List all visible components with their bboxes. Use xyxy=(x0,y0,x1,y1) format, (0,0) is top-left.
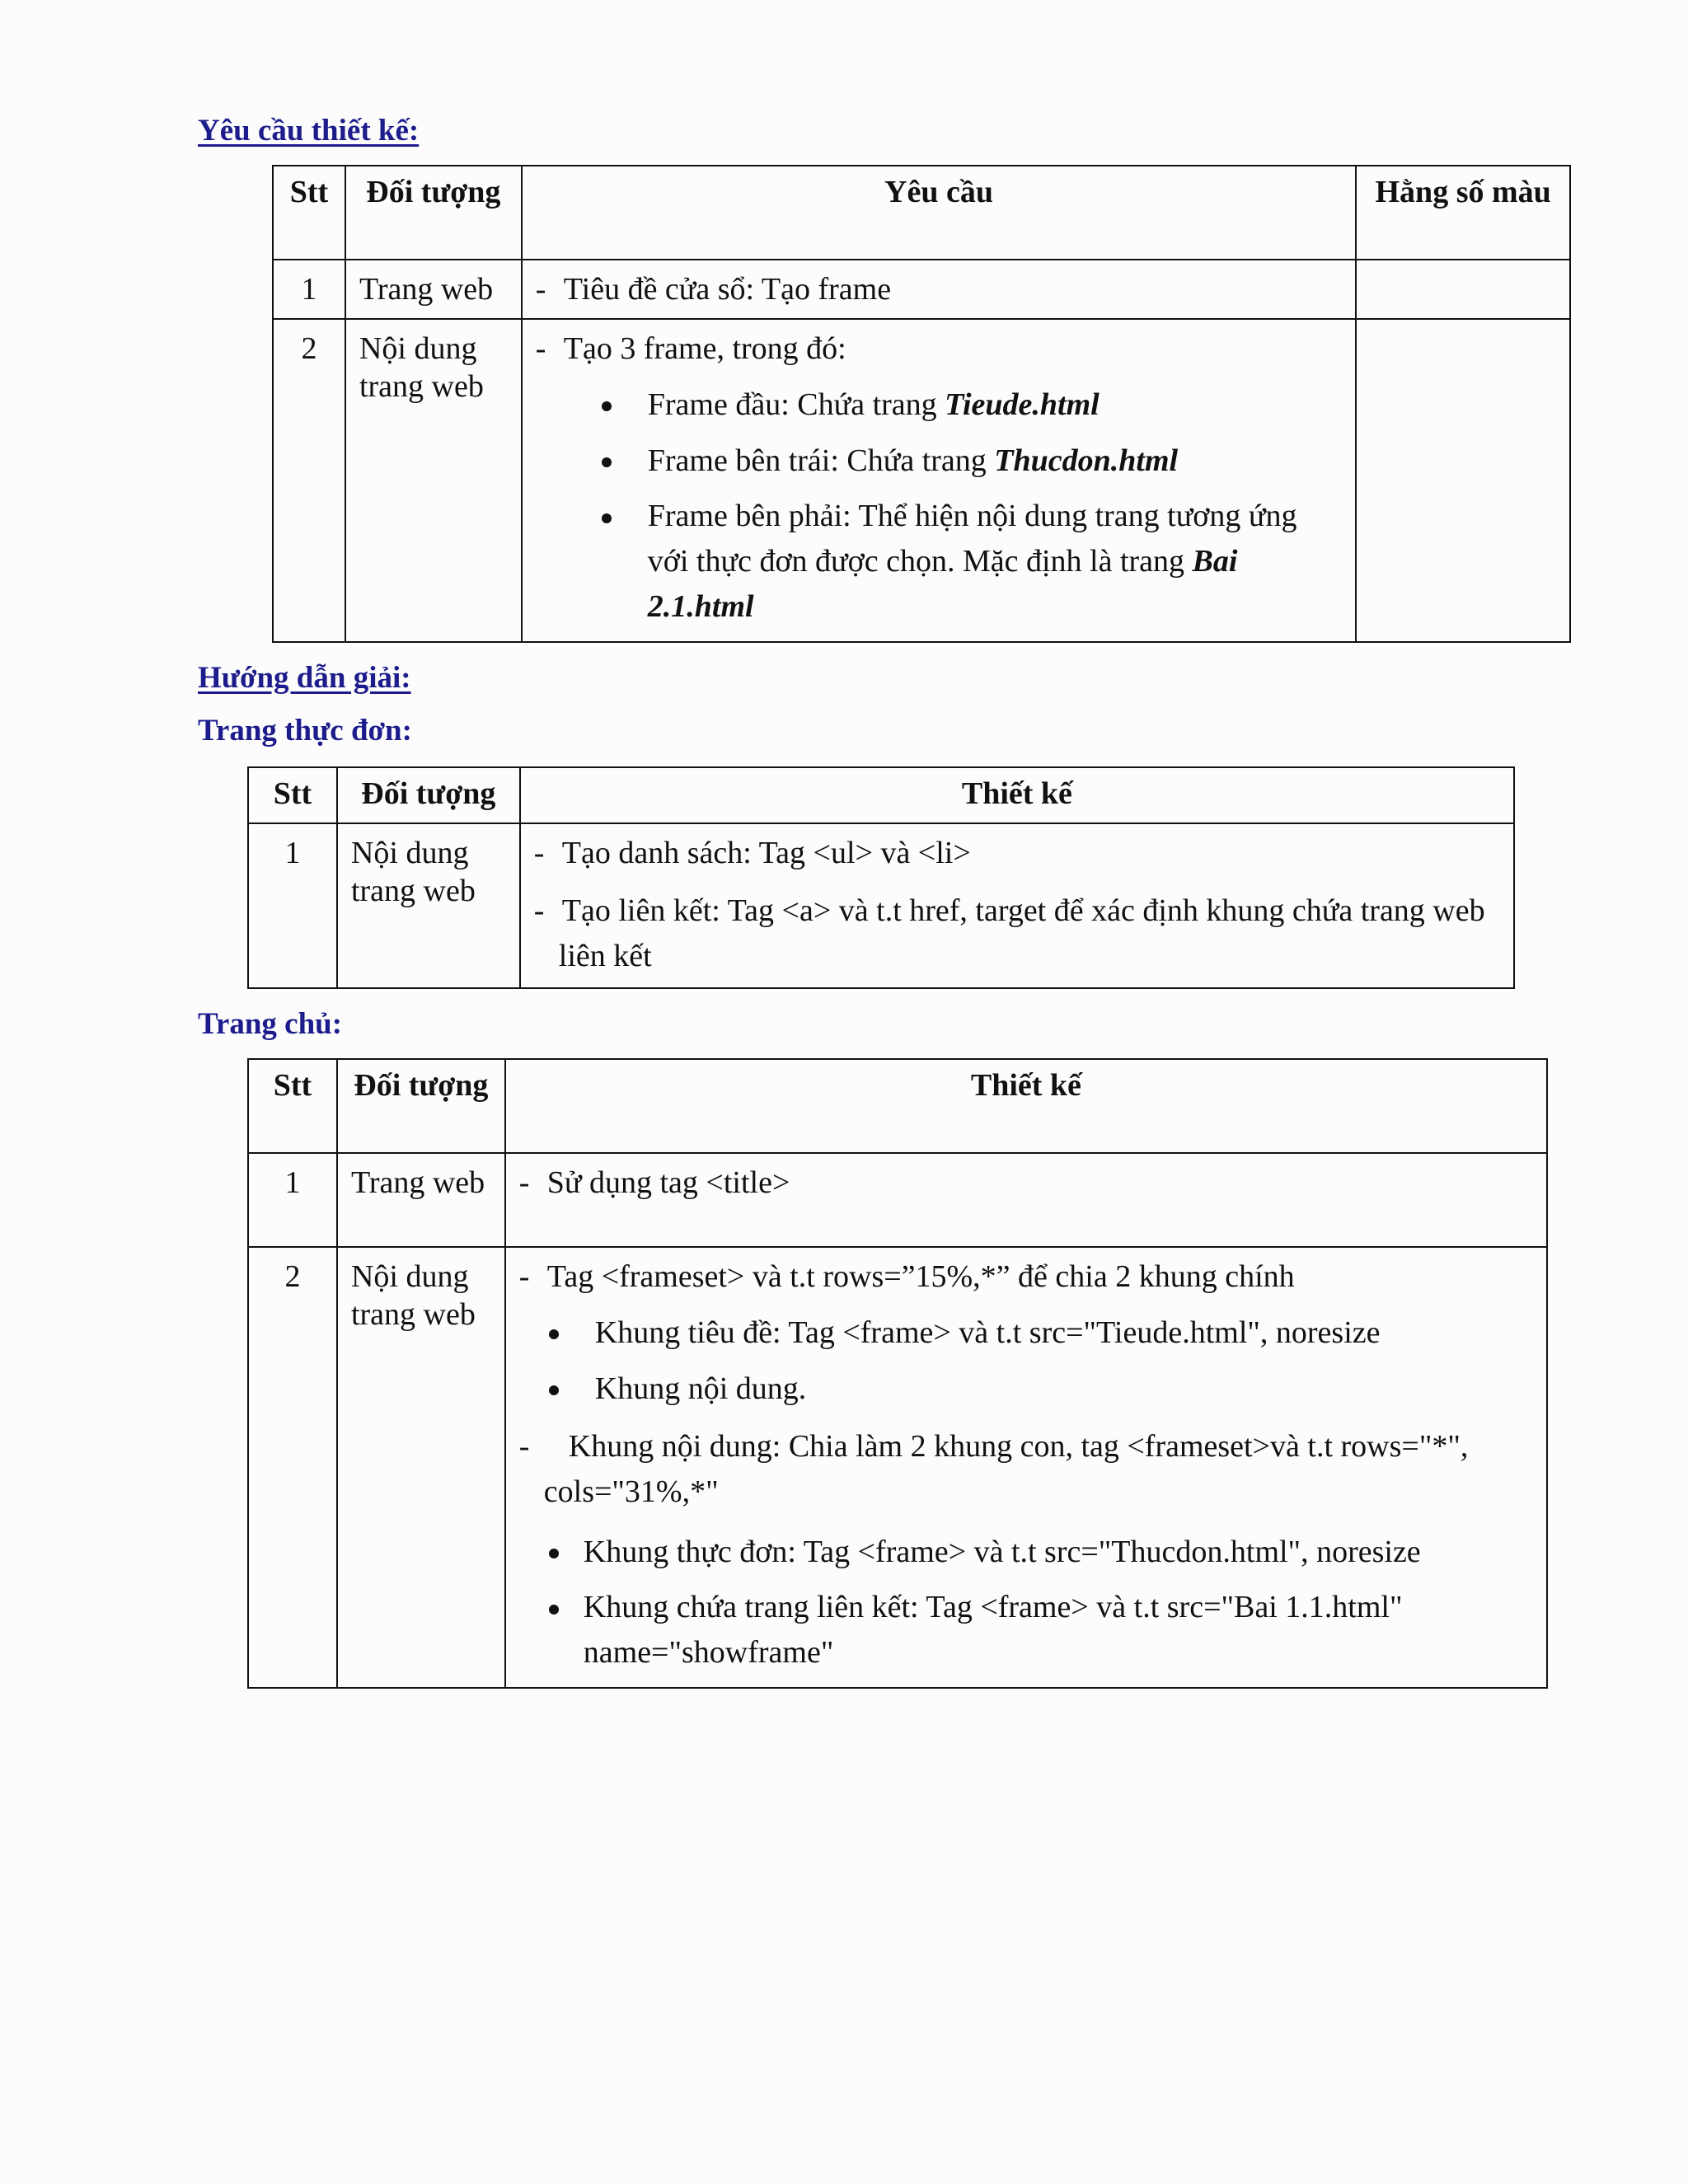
bullet-text: Khung thực đơn: Tag <frame> và t.t src="Thucdon.html", noresize xyxy=(583,1535,1421,1569)
row-stt: 2 xyxy=(273,319,345,642)
header-object: Đối tượng xyxy=(337,767,520,823)
header-stt: Stt xyxy=(273,166,345,260)
design-requirements-heading: Yêu cầu thiết kế: xyxy=(198,114,420,148)
bullet-text: Khung nội dung. xyxy=(594,1371,807,1406)
design-requirements-table xyxy=(272,165,1571,643)
design-line: Sử dụng tag <title> xyxy=(546,1165,790,1200)
table-row xyxy=(248,1153,1547,1247)
row-stt: 2 xyxy=(248,1247,337,1688)
header-design: Thiết kế xyxy=(520,767,1514,823)
header-object: Đối tượng xyxy=(345,166,522,260)
row-design: - Sử dụng tag <title> xyxy=(505,1153,1547,1247)
bullet-text: Frame bên phải: Thể hiện nội dung trang tương ứng với thực đơn được chọn. Mặc định là trang Bai 2.1.html xyxy=(647,499,1297,624)
menu-page-table xyxy=(247,766,1515,989)
design-line: - Tạo liên kết: Tag <a> và t.t href, target để xác định khung chứa trang web liên kết xyxy=(533,893,1485,973)
bullet-item xyxy=(536,386,1343,424)
row-requirement xyxy=(522,319,1357,642)
bullet-item xyxy=(519,1314,1533,1352)
bullet-icon xyxy=(602,401,612,411)
bullet-text: Khung chứa trang liên kết: Tag <frame> và t.t src="Bai 1.1.html" name="showframe" xyxy=(583,1590,1403,1670)
bullet-item xyxy=(519,1370,1533,1408)
bullet-icon xyxy=(549,1549,559,1558)
design-line: - Tag <frameset> và t.t rows=”15%,*” để chia 2 khung chính xyxy=(518,1259,1295,1294)
bullet-text: Frame đầu: Chứa trang Tieude.html xyxy=(647,387,1100,422)
table-header-row xyxy=(248,1059,1547,1153)
row-stt: 1 xyxy=(248,1153,337,1247)
guide-heading: Hướng dẫn giải: xyxy=(198,661,411,695)
bullet-icon xyxy=(549,1329,559,1339)
dash-marker: - xyxy=(535,272,546,307)
design-line: - Tạo danh sách: Tag <ul> và <li> xyxy=(533,836,971,870)
table-row xyxy=(248,823,1514,988)
header-stt: Stt xyxy=(248,767,337,823)
bullet-item xyxy=(536,442,1343,480)
row-design xyxy=(505,1247,1547,1688)
table-row xyxy=(248,1247,1547,1688)
bullet-icon xyxy=(602,513,612,523)
menu-page-heading: Trang thực đơn: xyxy=(198,714,412,748)
bullet-icon xyxy=(602,457,612,467)
header-color-constant: Hằng số màu xyxy=(1356,166,1570,260)
row-color xyxy=(1356,260,1570,319)
dash-marker: - xyxy=(535,331,546,366)
bullet-text: Frame bên trái: Chứa trang Thucdon.html xyxy=(647,443,1179,478)
design-line: - Khung nội dung: Chia làm 2 khung con, tag <frameset>và t.t rows="*", cols="31%,*" xyxy=(518,1429,1469,1509)
bullet-text: Khung tiêu đề: Tag <frame> và t.t src="Tieude.html", noresize xyxy=(594,1315,1381,1350)
bullet-item xyxy=(519,1533,1533,1571)
row-object: Nội dung trang web xyxy=(337,823,520,988)
requirement-text: Tạo 3 frame, trong đó: xyxy=(563,331,846,366)
table-header-row xyxy=(273,166,1570,260)
row-stt: 1 xyxy=(273,260,345,319)
row-design xyxy=(520,823,1514,988)
row-stt: 1 xyxy=(248,823,337,988)
header-object: Đối tượng xyxy=(337,1059,505,1153)
row-color xyxy=(1356,319,1570,642)
requirement-text: Tiêu đề cửa sổ: Tạo frame xyxy=(563,272,892,307)
row-object: Nội dung trang web xyxy=(337,1247,505,1688)
row-requirement xyxy=(522,260,1357,319)
header-design: Thiết kế xyxy=(505,1059,1547,1153)
table-row xyxy=(273,319,1570,642)
home-page-heading: Trang chủ: xyxy=(198,1007,343,1041)
header-stt: Stt xyxy=(248,1059,337,1153)
home-page-table xyxy=(247,1058,1548,1689)
bullet-item xyxy=(519,1589,1533,1675)
row-object: Trang web xyxy=(337,1153,505,1247)
bullet-icon xyxy=(549,1605,559,1615)
table-header-row xyxy=(248,767,1514,823)
bullet-icon xyxy=(549,1385,559,1395)
table-row xyxy=(273,260,1570,319)
header-requirement: Yêu cầu xyxy=(522,166,1357,260)
bullet-item xyxy=(536,498,1343,630)
row-object: Nội dung trang web xyxy=(345,319,522,642)
row-object: Trang web xyxy=(345,260,522,319)
